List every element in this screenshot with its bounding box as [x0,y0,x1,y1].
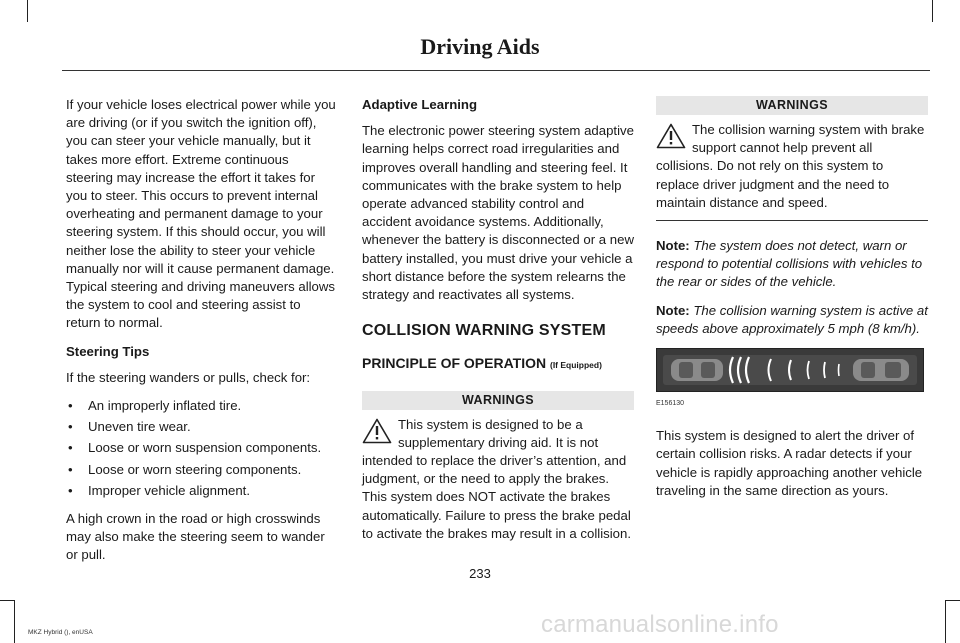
column-middle [362,96,634,553]
collision-warning-illustration [656,348,924,392]
crop-mark [932,0,933,22]
crop-mark [27,0,28,22]
note [656,237,928,292]
bullet-list [66,397,338,500]
warnings-header: WARNINGS [656,96,928,115]
warning-triangle-icon [362,418,392,444]
warning-box [656,96,928,221]
paragraph: A high crown in the road or high crosswinds may also make the steering seem to wander or pull. [66,511,325,563]
note-label: Note: [656,238,690,254]
warning-triangle-icon [656,123,686,149]
crop-mark [0,600,14,601]
column-left [66,96,338,575]
warning-content [362,416,634,543]
subhead-adaptive-learning: Adaptive Learning [362,97,478,112]
warning-divider [656,220,928,221]
list-item: • Uneven tire wear. [66,418,338,436]
warning-text: This system is designed to be a supplementary driving aid. It is not intended to replace the driver’s attention, and judgment, or the need to apply the brakes. This system does NOT activate the brakes automatically. Failure to press the brake pedal to activate the brakes may result in a collision. [362,416,632,541]
figure-id: E156130 [656,400,685,408]
if-equipped-label: (If Equipped) [549,360,602,371]
note-text: The collision warning system is active at speeds above approximately 5 mph (8 km/h). [656,302,928,336]
note-text: The system does not detect, warn or respond to potential collisions with vehicles to the rear or sides of the vehicle. [656,238,923,290]
crop-mark [14,600,15,643]
paragraph: This system is designed to alert the driver of certain collision risks. A radar detects if your vehicle is rapidly approaching another vehicle traveling in the same direction as yours. [656,428,923,498]
note-label: Note: [656,302,690,318]
page-number: 233 [469,566,491,581]
warning-box [362,391,634,543]
footer-model: MKZ Hybrid (), enUSA [28,629,93,636]
page-header-title: Driving Aids [420,34,540,59]
subhead-steering-tips: Steering Tips [66,343,150,359]
note [656,302,928,338]
list-item: • Loose or worn steering components. [66,461,338,479]
header-divider [62,70,930,71]
list-item: • An improperly inflated tire. [66,397,338,415]
subsection-title [362,354,634,374]
paragraph: If the steering wanders or pulls, check for: [66,369,311,385]
list-item: • Loose or worn suspension components. [66,439,338,457]
crop-mark [945,600,946,643]
list-item: • Improper vehicle alignment. [66,482,338,500]
watermark: carmanualsonline.info [541,611,779,638]
warnings-header: WARNINGS [362,391,634,410]
warning-text: The collision warning system with brake support cannot help prevent all collisions. Do not rely on this system to replace driver judgment and the need to maintain distance and speed. [656,122,925,210]
paragraph: The electronic power steering system adaptive learning helps correct road irregularities and improves overall handling and steering feel. It communicates with the brake system to help operate advanced stability control and accident avoidance systems. Additionally, whenever the battery is disconnected or a new battery installed, you must drive your vehicle a short distance before the system relearns the strategy and reactivates all systems. [362,123,634,303]
crop-mark [946,600,960,601]
section-title: COLLISION WARNING SYSTEM [362,322,606,340]
column-right [656,96,928,510]
cars-radar-icon [657,349,923,391]
paragraph: If your vehicle loses electrical power while you are driving (or if you switch the ignition off), you can steer your vehicle manually, but it takes more effort. Extreme continuous steering may increase the effort it takes for you to steer. This occurs to prevent internal overheating and permanent damage to your steering system. If this should occur, you will neither lose the ability to steer your vehicle manually nor will it cause permanent damage. Typical steering and driving maneuvers allows the system to cool and steering assist to return to normal. [66,97,336,331]
subsection-title-text: PRINCIPLE OF OPERATION [362,355,547,372]
warning-content [656,121,928,212]
